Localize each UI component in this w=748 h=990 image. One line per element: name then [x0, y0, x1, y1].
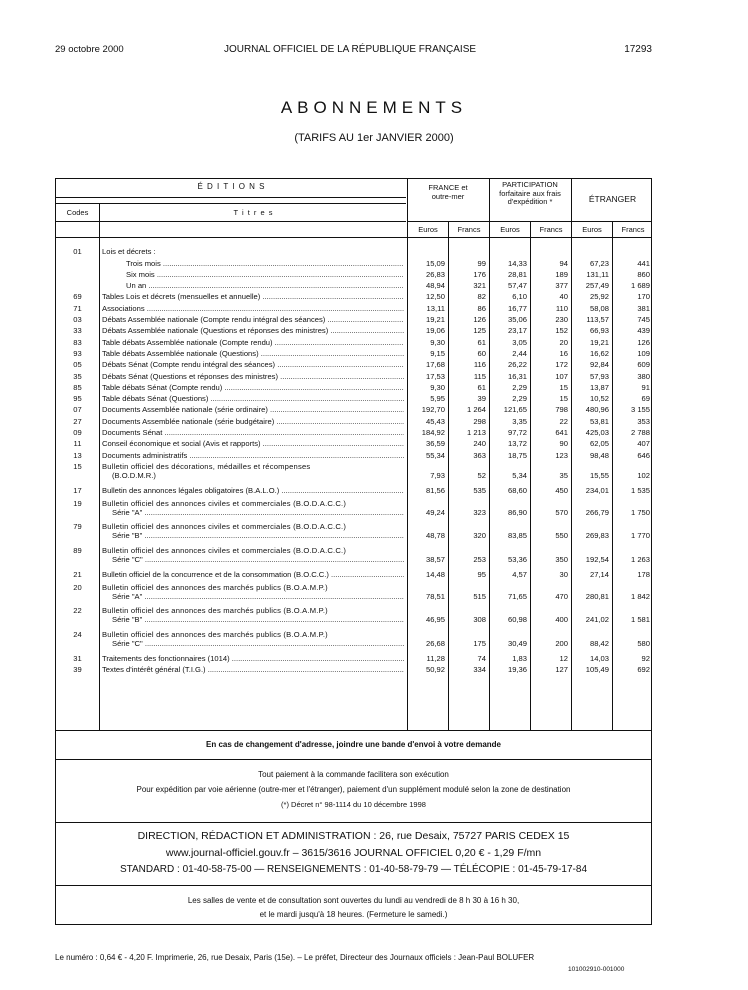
price-fe: 17,53 — [425, 371, 445, 381]
price-pf: 15 — [559, 382, 568, 392]
price-fe: 192,70 — [421, 405, 445, 415]
price-fe: 13,11 — [426, 303, 445, 313]
price-ef: 1 750 — [630, 507, 650, 517]
unit-francs: Francs — [457, 225, 481, 234]
row-title: Bulletin officiel des annonces civiles et commerciales (B.O.D.A.C.C.) — [102, 498, 347, 508]
price-fe: 81,56 — [425, 485, 445, 495]
price-ff: 60 — [477, 348, 486, 358]
price-ee: 257,49 — [585, 281, 609, 291]
price-ef: 609 — [637, 360, 650, 370]
price-pf: 127 — [555, 665, 568, 675]
header-france: FRANCE et outre-mer — [428, 183, 468, 201]
price-ef: 102 — [637, 470, 650, 480]
price-ee: 27,14 — [589, 569, 609, 579]
row-code: 93 — [73, 348, 82, 358]
price-pf: 189 — [555, 269, 568, 279]
price-fe: 15,09 — [425, 258, 445, 268]
journal-name: JOURNAL OFFICIEL DE LA RÉPUBLIQUE FRANÇAISE — [223, 44, 477, 55]
divider — [56, 203, 406, 204]
price-pf: 230 — [555, 315, 568, 324]
price-pe: 23,17 — [507, 326, 527, 336]
price-ee: 266,79 — [585, 507, 609, 517]
address-change-notice: En cas de changement d'adresse, joindre une bande d'envoi à votre demande — [206, 740, 501, 749]
price-pf: 570 — [555, 507, 568, 517]
price-ee: 19,21 — [589, 337, 609, 347]
row-code: 79 — [73, 522, 82, 532]
divider — [56, 237, 651, 238]
price-fe: 38,57 — [425, 555, 445, 564]
row-title: Documents administratifs ..... — [102, 451, 404, 461]
price-pe: 14,33 — [507, 258, 527, 268]
price-fe: 55,34 — [425, 450, 445, 460]
row-subtitle: (B.O.D.M.R.) — [112, 470, 156, 480]
row-title: Trois mois ..... — [126, 259, 404, 269]
price-pe: 57,47 — [507, 281, 527, 291]
price-ff: 1 213 — [466, 428, 486, 437]
price-ef: 92 — [641, 653, 650, 663]
row-code: 09 — [73, 428, 82, 437]
row-title: Bulletin officiel des annonces des marchés publics (B.O.A.M.P.) — [102, 630, 328, 640]
price-ef: 646 — [637, 450, 650, 460]
price-ee: 113,57 — [586, 315, 609, 324]
price-ff: 363 — [473, 450, 486, 460]
price-ef: 126 — [637, 337, 650, 347]
price-ee: 25,92 — [589, 292, 609, 302]
row-title: Débats Assemblée nationale (Questions et réponses des ministres) ..... — [102, 326, 404, 336]
price-ee: 241,02 — [585, 615, 609, 625]
row-code: 21 — [73, 569, 82, 579]
price-fe: 19,21 — [425, 315, 445, 324]
price-pf: 200 — [555, 639, 568, 649]
row-title: Table débats Sénat (Compte rendu) ..... — [102, 383, 404, 393]
price-pf: 350 — [555, 555, 568, 564]
row-code: 27 — [73, 416, 82, 426]
price-ef: 3 155 — [630, 405, 650, 415]
price-fe: 184,92 — [421, 428, 445, 437]
price-ee: 66,93 — [589, 326, 609, 336]
price-pf: 15 — [559, 394, 568, 404]
row-code: 89 — [73, 546, 82, 555]
row-title: Documents Assemblée nationale (série ordinaire) ..... — [102, 405, 404, 415]
row-code: 31 — [73, 653, 82, 663]
page-date: 29 octobre 2000 — [55, 44, 124, 55]
price-pf: 641 — [555, 428, 568, 437]
opening-hours-tuesday: et le mardi jusqu'à 18 heures. (Fermeture le samedi.) — [259, 910, 448, 919]
price-pe: 97,72 — [507, 428, 527, 437]
row-subtitle: Série "B" ..... — [112, 531, 404, 541]
price-pe: 16,77 — [507, 303, 527, 313]
price-pf: 107 — [555, 371, 568, 381]
price-ef: 1 581 — [630, 615, 650, 625]
price-fe: 12,50 — [425, 292, 445, 302]
price-ff: 99 — [477, 258, 486, 268]
price-ff: 515 — [473, 591, 486, 601]
price-pe: 16,31 — [507, 371, 527, 381]
row-title: Bulletin officiel des annonces des marchés publics (B.O.A.M.P.) — [102, 606, 328, 616]
air-shipping-notice: Pour expédition par voie aérienne (outre-mer et l'étranger), paiement d'un supplément modulé selon la zone de destination — [136, 785, 571, 794]
price-pe: 60,98 — [507, 615, 527, 625]
price-pf: 94 — [559, 258, 568, 268]
price-ff: 95 — [477, 569, 486, 579]
price-pf: 172 — [555, 360, 568, 370]
row-code: 20 — [73, 582, 82, 592]
price-pe: 71,65 — [507, 591, 527, 601]
website-minitel: www.journal-officiel.gouv.fr – 3615/3616 JOURNAL OFFICIEL 0,20 € - 1,29 F/mn — [165, 847, 542, 859]
price-ff: 253 — [473, 555, 486, 564]
price-pf: 16 — [559, 348, 568, 358]
row-title: Bulletin officiel des annonces civiles et commerciales (B.O.D.A.C.C.) — [102, 546, 347, 555]
price-ef: 1 263 — [630, 555, 650, 564]
row-code: 13 — [73, 450, 82, 460]
table-row — [56, 521, 651, 543]
row-title: Bulletin officiel de la concurrence et de la consommation (B.O.C.C.) ..... — [102, 570, 404, 580]
price-pf: 550 — [555, 531, 568, 541]
row-title: Débats Assemblée nationale (Compte rendu intégral des séances) ..... — [102, 315, 404, 325]
price-ff: 116 — [473, 360, 486, 370]
price-ff: 1 264 — [466, 405, 486, 415]
price-pe: 68,60 — [507, 485, 527, 495]
price-fe: 26,68 — [425, 639, 445, 649]
row-title: Bulletin des annonces légales obligatoires (B.A.L.O.) ..... — [102, 486, 404, 496]
price-fe: 17,68 — [425, 360, 445, 370]
price-ee: 131,11 — [586, 269, 609, 279]
divider — [56, 759, 651, 760]
row-subtitle: Série "A" ..... — [112, 592, 404, 602]
price-pe: 26,22 — [507, 360, 527, 370]
price-pe: 5,34 — [512, 470, 527, 480]
price-ee: 14,03 — [589, 653, 609, 663]
print-footer: Le numéro : 0,64 € - 4,20 F. Imprimerie, 26, rue Desaix, Paris (15e). – Le préfet, Directeur des Journaux officiels : Jean-Paul BOLUFER — [55, 953, 535, 962]
price-pe: 53,36 — [507, 555, 527, 564]
price-ff: 61 — [477, 337, 486, 347]
row-code: 19 — [73, 498, 82, 508]
price-pe: 30,49 — [507, 639, 527, 649]
direction-address: DIRECTION, RÉDACTION ET ADMINISTRATION : 26, rue Desaix, 75727 PARIS CEDEX 15 — [137, 830, 570, 842]
price-pf: 450 — [555, 485, 568, 495]
price-pe: 19,36 — [507, 665, 527, 675]
row-code: 39 — [73, 665, 82, 675]
price-ee: 15,55 — [589, 470, 609, 480]
price-fe: 9,30 — [430, 382, 445, 392]
row-subtitle: Série "A" ..... — [112, 508, 404, 518]
row-code: 95 — [73, 394, 82, 404]
price-ef: 380 — [637, 371, 650, 381]
price-pf: 110 — [555, 303, 568, 313]
table-row — [56, 569, 651, 581]
price-pe: 83,85 — [507, 531, 527, 541]
row-code: 15 — [73, 461, 82, 471]
price-ff: 61 — [477, 382, 486, 392]
phone-numbers: STANDARD : 01-40-58-75-00 — RENSEIGNEMENTS : 01-40-58-79-79 — TÉLÉCOPIE : 01-45-79-17-84 — [119, 864, 588, 875]
price-ef: 692 — [637, 665, 650, 675]
price-fe: 48,94 — [425, 281, 445, 291]
price-pe: 2,29 — [512, 394, 527, 404]
row-code: 05 — [73, 360, 82, 370]
price-pe: 28,81 — [507, 269, 527, 279]
price-fe: 49,24 — [425, 507, 445, 517]
price-ff: 115 — [473, 371, 486, 381]
price-fe: 9,30 — [430, 337, 445, 347]
price-ef: 2 788 — [630, 428, 650, 437]
table-row — [56, 582, 651, 604]
price-fe: 45,43 — [425, 416, 445, 426]
row-title: Table débats Sénat (Questions) ..... — [102, 394, 404, 404]
price-ef: 109 — [637, 348, 650, 358]
price-pf: 400 — [555, 615, 568, 625]
price-ee: 105,49 — [585, 665, 609, 675]
price-ee: 16,62 — [589, 348, 609, 358]
table-row — [56, 485, 651, 497]
price-pe: 4,57 — [512, 569, 527, 579]
unit-francs: Francs — [621, 225, 645, 234]
table-row — [56, 605, 651, 627]
payment-notice: Tout paiement à la commande facilitera son exécution — [258, 770, 449, 779]
divider — [407, 221, 651, 222]
row-subtitle: Série "C" ..... — [112, 555, 404, 565]
price-ee: 269,83 — [585, 531, 609, 541]
price-ff: 298 — [473, 416, 486, 426]
opening-hours: Les salles de vente et de consultation sont ouvertes du lundi au vendredi de 8 h 30 à 16 h 30, — [187, 896, 520, 905]
divider — [56, 221, 406, 222]
price-fe: 7,93 — [430, 470, 445, 480]
page-number: 17293 — [624, 44, 652, 55]
price-ee: 53,81 — [589, 416, 609, 426]
price-ee: 234,01 — [585, 485, 609, 495]
price-pe: 3,35 — [512, 416, 527, 426]
price-pf: 377 — [555, 281, 568, 291]
price-fe: 26,83 — [425, 269, 445, 279]
price-ef: 170 — [637, 292, 650, 302]
page-title: ABONNEMENTS — [280, 98, 468, 117]
row-title: Débats Sénat (Compte rendu intégral des séances) ..... — [102, 360, 404, 370]
row-code: 03 — [73, 315, 82, 324]
price-ff: 323 — [473, 507, 486, 517]
price-fe: 48,78 — [425, 531, 445, 541]
price-pf: 798 — [555, 405, 568, 415]
price-pf: 152 — [555, 326, 568, 336]
price-ee: 67,23 — [589, 258, 609, 268]
row-code: 83 — [73, 337, 82, 347]
divider — [56, 822, 651, 823]
price-ef: 353 — [637, 416, 650, 426]
header-codes: Codes — [66, 208, 89, 217]
price-ef: 1 689 — [630, 281, 650, 291]
price-ef: 381 — [637, 303, 650, 313]
unit-francs: Francs — [539, 225, 563, 234]
price-ef: 439 — [637, 326, 650, 336]
table-row — [56, 498, 651, 520]
price-fe: 36,59 — [425, 439, 445, 449]
price-ff: 126 — [473, 315, 486, 324]
price-fe: 78,51 — [425, 591, 445, 601]
price-ef: 1 535 — [630, 485, 650, 495]
price-ff: 52 — [477, 470, 486, 480]
price-ee: 425,03 — [585, 428, 609, 437]
price-pe: 2,44 — [512, 348, 527, 358]
price-ff: 74 — [477, 653, 486, 663]
price-ee: 98,48 — [589, 450, 609, 460]
row-code: 35 — [73, 371, 82, 381]
price-pe: 86,90 — [507, 507, 527, 517]
price-ef: 1 770 — [630, 531, 650, 541]
price-pf: 30 — [559, 569, 568, 579]
header-titres: T i t r e s — [233, 208, 274, 217]
table-row — [56, 545, 651, 567]
row-title: Tables Lois et décrets (mensuelles et annuelle) ..... — [102, 292, 404, 302]
price-fe: 5,95 — [430, 394, 445, 404]
row-title: Associations ..... — [102, 304, 404, 314]
price-ee: 62,05 — [589, 439, 609, 449]
table-row — [56, 449, 651, 462]
price-fe: 46,95 — [425, 615, 445, 625]
row-title: Lois et décrets : — [102, 247, 156, 256]
price-ff: 334 — [473, 665, 486, 675]
row-title: Textes d'intérêt général (T.I.G.) ..... — [102, 665, 404, 675]
row-code: 71 — [73, 303, 82, 313]
price-ee: 88,42 — [589, 639, 609, 649]
price-pe: 2,29 — [512, 382, 527, 392]
price-ee: 92,84 — [589, 360, 609, 370]
price-ff: 176 — [473, 269, 486, 279]
row-code: 85 — [73, 382, 82, 392]
price-ff: 308 — [473, 615, 486, 625]
price-pf: 35 — [559, 470, 568, 480]
row-code: 22 — [73, 606, 82, 616]
row-code: 69 — [73, 292, 82, 302]
row-title: Documents Assemblée nationale (série budgétaire) ..... — [102, 417, 404, 427]
price-pf: 90 — [559, 439, 568, 449]
row-code: 17 — [73, 485, 82, 495]
header-editions: É D I T I O N S — [197, 182, 266, 191]
price-ef: 178 — [637, 569, 650, 579]
price-ff: 82 — [477, 292, 486, 302]
price-fe: 19,06 — [425, 326, 445, 336]
price-ff: 320 — [473, 531, 486, 541]
price-pf: 12 — [559, 653, 568, 663]
price-fe: 9,15 — [430, 348, 445, 358]
row-code: 07 — [73, 405, 82, 415]
page-subtitle: (TARIFS AU 1er JANVIER 2000) — [294, 132, 454, 144]
table-row — [56, 664, 651, 677]
price-ef: 1 842 — [630, 591, 650, 601]
price-ef: 745 — [637, 315, 650, 324]
price-pe: 6,10 — [512, 292, 527, 302]
print-code: 101002910-001000 — [568, 966, 625, 973]
header-participation: PARTICIPATION forfaitaire aux frais d'expédition * — [499, 180, 561, 206]
price-ee: 480,96 — [585, 405, 609, 415]
price-ff: 125 — [473, 326, 486, 336]
row-title: Six mois ..... — [126, 270, 404, 280]
price-ee: 192,54 — [585, 555, 609, 564]
price-ee: 57,93 — [589, 371, 609, 381]
row-code: 11 — [73, 439, 82, 449]
price-pe: 1,83 — [512, 653, 527, 663]
price-ef: 91 — [641, 382, 650, 392]
row-title: Table débats Assemblée nationale (Compte rendu) ..... — [102, 338, 404, 348]
price-pf: 22 — [559, 416, 568, 426]
row-title: Traitements des fonctionnaires (1014) ..... — [102, 654, 404, 664]
row-code: 33 — [73, 326, 82, 336]
decree-notice: (*) Décret n° 98-1114 du 10 décembre 1998 — [281, 800, 426, 809]
row-code: 01 — [73, 247, 82, 256]
divider — [56, 197, 406, 198]
price-ef: 69 — [641, 394, 650, 404]
price-pe: 3,05 — [512, 337, 527, 347]
row-title: Un an ..... — [126, 281, 404, 291]
price-ef: 407 — [637, 439, 650, 449]
row-title: Bulletin officiel des annonces civiles et commerciales (B.O.D.A.C.C.) — [102, 522, 347, 532]
table-row — [56, 629, 651, 651]
tariff-frame — [55, 178, 652, 925]
price-pf: 123 — [555, 450, 568, 460]
header-etranger: ÉTRANGER — [588, 194, 637, 204]
price-ee: 280,81 — [585, 591, 609, 601]
divider — [56, 730, 651, 731]
price-ff: 321 — [473, 281, 486, 291]
price-ef: 580 — [637, 639, 650, 649]
row-title: Conseil économique et social (Avis et rapports) ..... — [102, 439, 404, 449]
divider — [56, 885, 651, 886]
row-title: Documents Sénat ..... — [102, 428, 404, 438]
table-row — [56, 461, 651, 483]
unit-euros: Euros — [500, 225, 520, 234]
price-pe: 13,72 — [507, 439, 527, 449]
price-ff: 535 — [473, 485, 486, 495]
row-code: 24 — [73, 630, 82, 640]
price-fe: 50,92 — [425, 665, 445, 675]
price-ee: 10,52 — [589, 394, 609, 404]
row-title: Débats Sénat (Questions et réponses des ministres) ..... — [102, 372, 404, 382]
price-pe: 18,75 — [507, 450, 527, 460]
price-pf: 20 — [559, 337, 568, 347]
price-ef: 860 — [637, 269, 650, 279]
row-title: Bulletin officiel des décorations, médailles et récompenses — [102, 461, 311, 471]
price-pe: 35,06 — [507, 315, 527, 324]
row-title: Bulletin officiel des annonces des marchés publics (B.O.A.M.P.) — [102, 582, 328, 592]
price-ff: 86 — [477, 303, 486, 313]
row-subtitle: Série "C" ..... — [112, 639, 404, 649]
price-pf: 470 — [555, 591, 568, 601]
price-fe: 11,28 — [426, 653, 445, 663]
price-ff: 39 — [477, 394, 486, 404]
unit-euros: Euros — [418, 225, 438, 234]
price-ef: 441 — [637, 258, 650, 268]
row-title: Table débats Assemblée nationale (Questions) ..... — [102, 349, 404, 359]
price-pe: 121,65 — [503, 405, 527, 415]
price-fe: 14,48 — [425, 569, 445, 579]
row-subtitle: Série "B" ..... — [112, 615, 404, 625]
price-ff: 240 — [473, 439, 486, 449]
price-ee: 13,87 — [589, 382, 609, 392]
price-ee: 58,08 — [589, 303, 609, 313]
price-pf: 40 — [559, 292, 568, 302]
price-ff: 175 — [473, 639, 486, 649]
unit-euros: Euros — [582, 225, 602, 234]
